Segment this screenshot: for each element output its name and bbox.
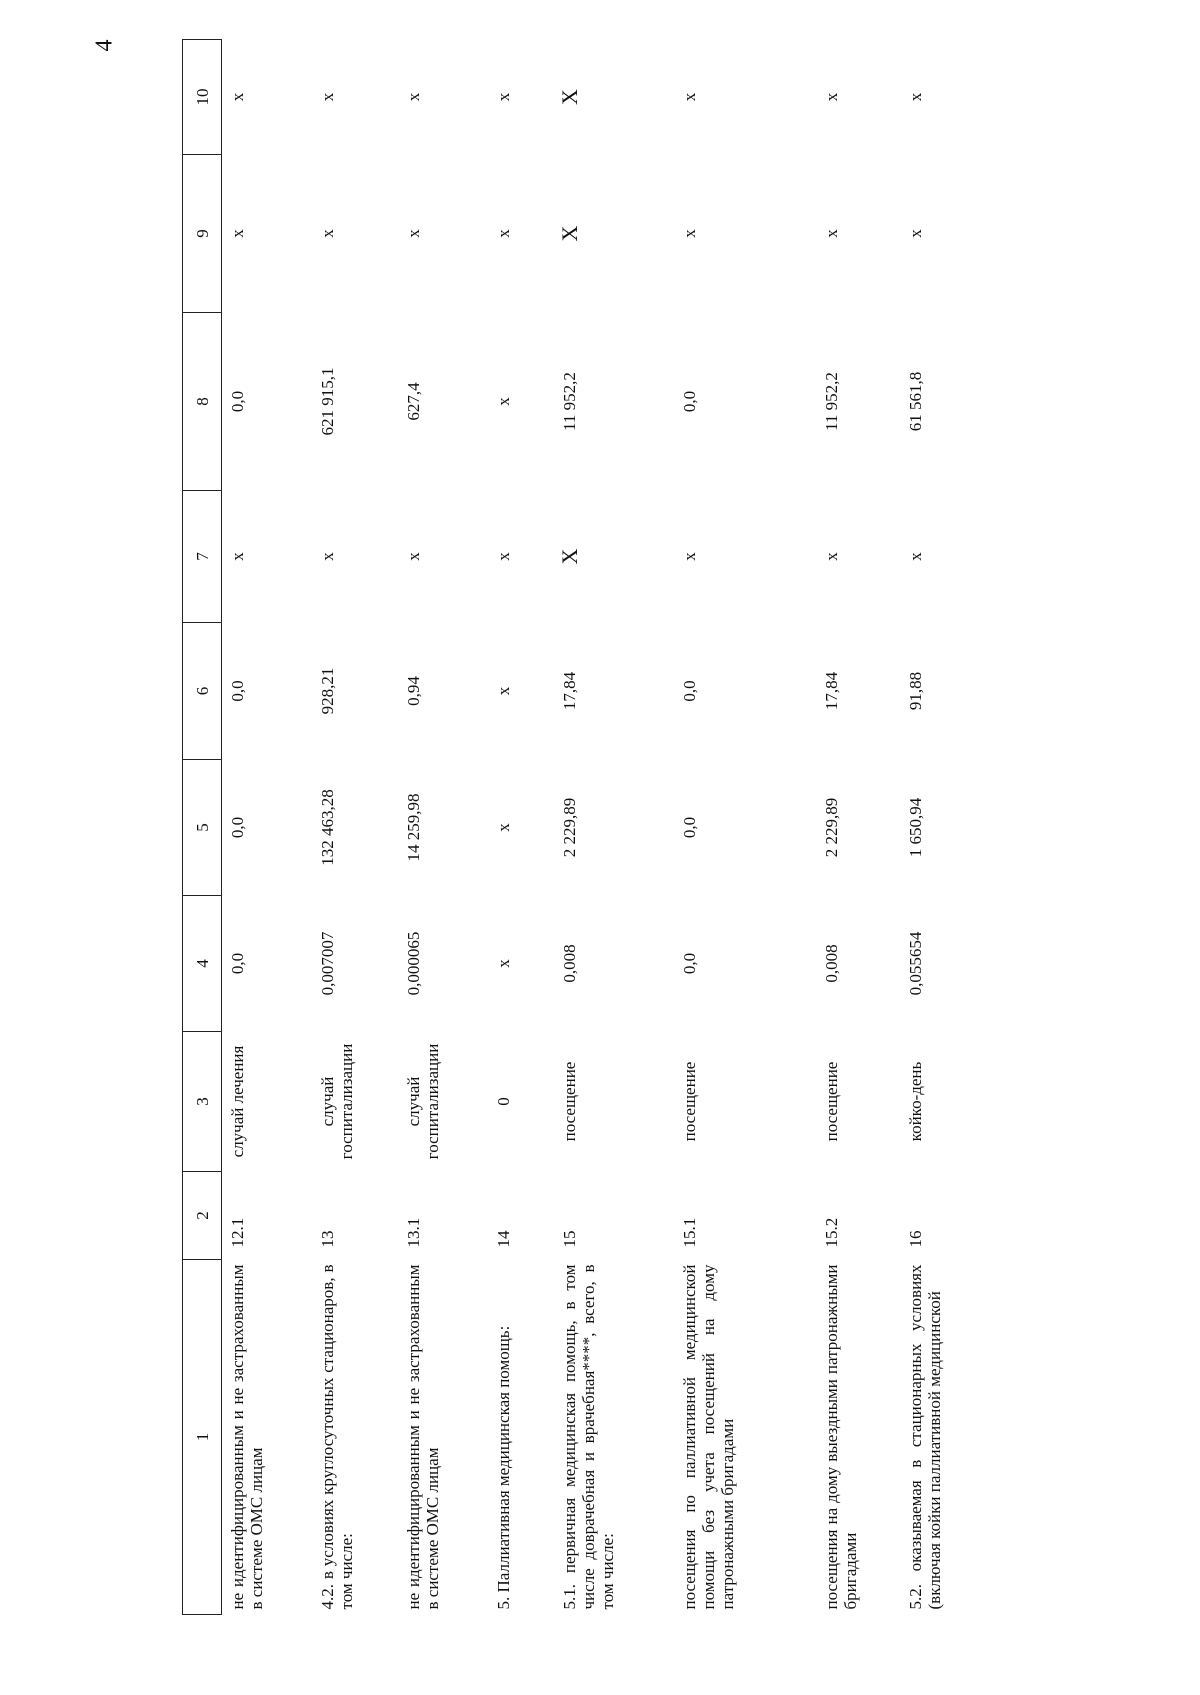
cell-value: 11 952,2 (822, 372, 841, 431)
header-cell: 1 (183, 1260, 222, 1615)
cell-value: х (822, 92, 841, 102)
cell-value: 627,4 (404, 382, 423, 421)
row-unit: 0 (494, 1097, 513, 1106)
table-row (398, 40, 488, 1615)
cell-value: 61 561,8 (906, 371, 925, 432)
rotated-table-page (182, 88, 1142, 1615)
cell-value: 0,94 (404, 676, 423, 706)
row-number: 15.2 (822, 1217, 841, 1248)
data-table (182, 39, 986, 1615)
row-unit: посещение (680, 1061, 699, 1142)
cell-value: 0,0 (228, 680, 247, 702)
cell-value: 1 650,94 (906, 797, 925, 858)
cell-value: х (906, 92, 925, 102)
row-unit: случай лечения (228, 1045, 247, 1158)
row-number: 15 (560, 1230, 579, 1248)
cell-value: 621 915,1 (318, 367, 337, 436)
header-cell: 8 (183, 313, 222, 491)
header-row (183, 40, 222, 1615)
row-unit: посещение (822, 1061, 841, 1142)
cell-value: 0,0 (228, 816, 247, 839)
cell-value: Х (557, 89, 582, 105)
cell-value: х (494, 397, 513, 406)
cell-value: 0,008 (560, 944, 579, 983)
cell-value: 0,008 (822, 944, 841, 983)
table-row (312, 40, 398, 1615)
cell-value: 11 952,2 (560, 372, 579, 431)
cell-value: Х (557, 225, 582, 242)
table-row (222, 40, 313, 1615)
cell-value: х (228, 92, 247, 102)
row-unit: случай госпитализации (318, 1043, 356, 1160)
cell-value: 0,055654 (906, 931, 925, 996)
header-cell: 5 (183, 760, 222, 896)
table-row (488, 40, 554, 1615)
header-cell: 4 (183, 896, 222, 1032)
row-name: посещения по паллиативной медицинской помощи без учета посещений на дому патронажными бригадами (680, 1264, 737, 1610)
cell-value: 0,000065 (404, 931, 423, 996)
cell-value: х (494, 959, 513, 968)
cell-value: 2 229,89 (822, 797, 841, 858)
cell-value: х (318, 552, 337, 561)
cell-value: х (404, 552, 423, 561)
cell-value: х (906, 229, 925, 238)
cell-value: х (680, 552, 699, 561)
cell-value: х (228, 552, 247, 561)
header-cell: 7 (183, 491, 222, 623)
row-name: не идентифицированным и не застрахованным в системе ОМС лицам (228, 1264, 266, 1610)
row-unit: случай госпитализации (404, 1043, 442, 1160)
row-number: 16 (906, 1230, 925, 1248)
cell-value: 0,0 (680, 816, 699, 839)
row-name: 5.1. первичная медицинская помощь, в том числе доврачебная и врачебная****, всего, в том числе: (560, 1264, 617, 1610)
cell-value: 132 463,28 (318, 789, 337, 866)
row-name: 4.2. в условиях круглосуточных стационаров, в том числе: (318, 1264, 356, 1610)
table-row (554, 40, 674, 1615)
cell-value: 0,0 (228, 390, 247, 413)
cell-value: х (494, 823, 513, 832)
row-name: 5. Паллиативная медицинская помощь: (494, 1325, 513, 1610)
cell-value: 17,84 (560, 671, 579, 711)
cell-value: х (680, 92, 699, 102)
row-number: 13.1 (404, 1217, 423, 1248)
cell-value: 0,0 (228, 952, 247, 975)
row-number: 13 (318, 1230, 337, 1248)
row-number: 15.1 (680, 1217, 699, 1248)
cell-value: х (494, 686, 513, 696)
cell-value: 0,0 (680, 390, 699, 413)
cell-value: х (318, 229, 337, 238)
row-name: 5.2. оказываемая в стационарных условиях (включая койки паллиативной медицинской (906, 1264, 944, 1610)
cell-value: Х (557, 548, 582, 565)
header-cell: 6 (183, 623, 222, 760)
row-name: посещения на дому выездными патронажными бригадами (822, 1264, 860, 1610)
cell-value: 17,84 (822, 671, 841, 711)
cell-value: 928,21 (318, 667, 337, 715)
cell-value: х (680, 229, 699, 238)
table-row (900, 40, 986, 1615)
cell-value: 2 229,89 (560, 797, 579, 858)
cell-value: х (228, 229, 247, 238)
cell-value: 0,007007 (318, 931, 337, 996)
row-name: не идентифицированным и не застрахованным в системе ОМС лицам (404, 1264, 442, 1610)
cell-value: х (494, 229, 513, 238)
cell-value: х (404, 92, 423, 102)
row-number: 12.1 (228, 1217, 247, 1248)
header-cell: 9 (183, 155, 222, 313)
cell-value: х (906, 552, 925, 561)
cell-value: 0,0 (680, 952, 699, 975)
cell-value: х (822, 552, 841, 561)
row-unit: посещение (560, 1061, 579, 1142)
row-unit: койко-день (906, 1061, 925, 1142)
cell-value: 0,0 (680, 680, 699, 702)
header-cell: 3 (183, 1032, 222, 1172)
header-cell: 2 (183, 1172, 222, 1260)
cell-value: х (318, 92, 337, 102)
cell-value: х (822, 229, 841, 238)
cell-value: х (404, 229, 423, 238)
page-number: 4 (91, 39, 118, 52)
cell-value: 91,88 (906, 671, 925, 711)
table-row (674, 40, 816, 1615)
cell-value: х (494, 92, 513, 102)
cell-value: 14 259,98 (404, 793, 423, 862)
table-row (816, 40, 900, 1615)
row-number: 14 (494, 1230, 513, 1248)
cell-value: х (494, 552, 513, 561)
header-cell: 10 (183, 40, 222, 155)
